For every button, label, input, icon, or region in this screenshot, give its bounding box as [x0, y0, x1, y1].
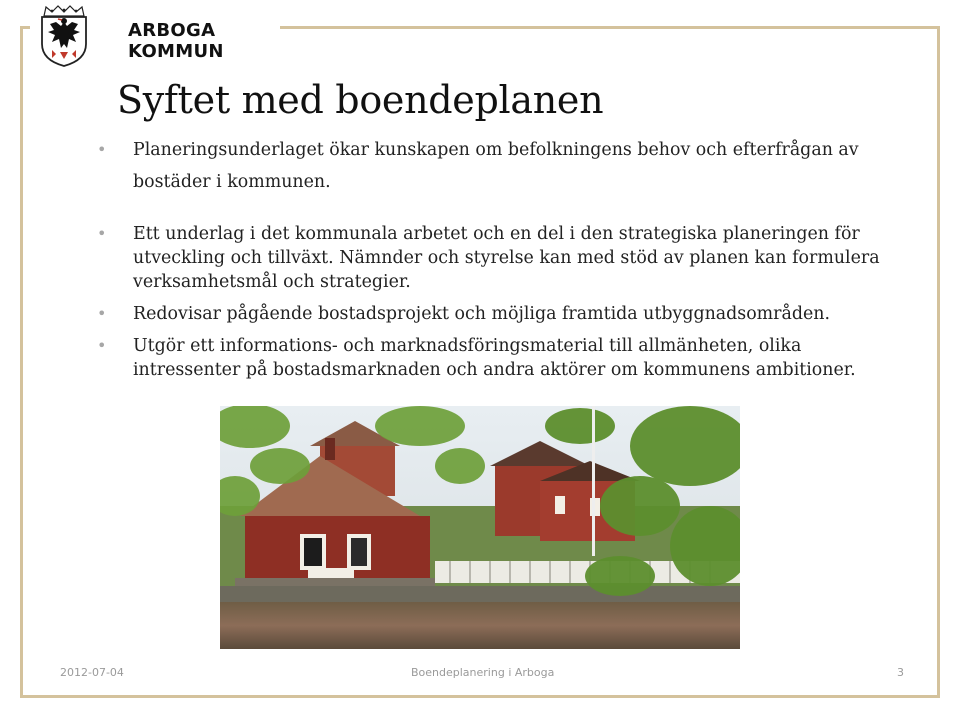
footer-date: 2012-07-04 [60, 666, 124, 679]
houses-photo [220, 406, 740, 649]
page-number: 3 [897, 666, 904, 679]
bullet-item: • Utgör ett informations- och marknadsföringsmaterial till allmänheten, olika intressenter på bostadsmarknaden och andra aktörer om kommunens ambitioner. [96, 334, 896, 382]
bullet-item: • Ett underlag i det kommunala arbetet och en del i den strategiska planeringen för utveckling och tillväxt. Nämnder och styrelse kan med stöd av planen kan formulera verksamhetsmål och strategier. [96, 222, 896, 294]
page-title: Syftet med boendeplanen [117, 78, 604, 122]
bullet-item: • Planeringsunderlaget ökar kunskapen om befolkningens behov och efterfrågan av bostäder i kommunen. [96, 134, 896, 198]
logo [30, 0, 280, 72]
bullet-list [96, 134, 896, 382]
footer-title: Boendeplanering i Arboga [411, 666, 555, 679]
coat-of-arms-icon [38, 4, 90, 68]
bullet-item: • Redovisar pågående bostadsprojekt och möjliga framtida utbyggnadsområden. [96, 302, 896, 326]
org-name: ARBOGA KOMMUN [128, 20, 224, 62]
